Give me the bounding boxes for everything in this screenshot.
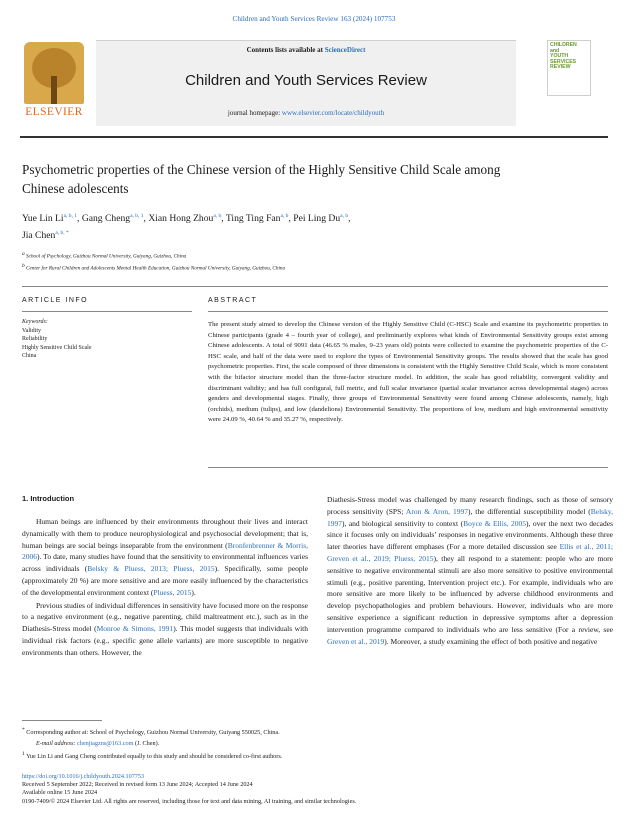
body-column-left — [22, 516, 308, 660]
affiliation-text: School of Psychology, Guizhou Normal University, Guiyang, Guizhou, China — [26, 253, 187, 260]
footnote-mark: 1 — [22, 751, 25, 758]
body-text: Human beings are influenced by their environments throughout their lives and interact dynamically with them to produce neurophysiological and psychosocial development; that is, human beings are social beings inseparable from the environment ( — [22, 517, 308, 550]
citation-link[interactable]: Boyce & Ellis, 2005 — [463, 518, 527, 528]
body-text: ), and biological sensitivity to context ( — [342, 518, 464, 528]
affiliations — [22, 250, 542, 273]
body-paragraph — [22, 516, 308, 599]
journal-masthead — [20, 40, 608, 126]
author-affiliation-mark[interactable]: a, b, 1 — [63, 213, 78, 219]
author-name[interactable]: Gang Cheng — [81, 213, 131, 225]
journal-homepage — [96, 109, 516, 117]
body-text: ). To date, many studies have found that the sensitivity to environmental influences varies across individuals ( — [22, 552, 308, 574]
affiliation-item — [22, 262, 542, 274]
body-text: ), they all respond to a statement: people who are more sensitive to negative environmental stimuli are also more sensitive to positive environmental stimuli (e.g., positive parenting, Intervention project etc.). For example, individuals who are more sensitive are more likely to be influenced by adverse childhood environments and develop psychopathologies and problem behaviours. However, individuals who are more sensitive experience a significant reduction in depressive symptoms after a depression intervention programme compared to individuals who are less sensitive (For a review, see — [327, 553, 613, 634]
journal-title: Children and Youth Services Review — [185, 72, 427, 89]
cover-line: YOUTH — [550, 53, 569, 59]
footnotes — [22, 725, 608, 763]
author-name[interactable]: Xian Hong Zhou — [148, 213, 214, 225]
available-online: Available online 15 June 2024 — [22, 789, 98, 797]
email-link[interactable]: chenjiagzns@163.com — [77, 739, 134, 747]
author-affiliation-mark[interactable]: a, b — [280, 213, 289, 219]
abstract-bottom-divider — [208, 467, 608, 468]
body-text: ). This model suggests that individuals with individual risk factors (e.g., specific gene allele variants) are more susceptible to negative environments than others. However, the — [22, 624, 308, 657]
email-note — [22, 739, 608, 750]
body-column-right — [327, 494, 613, 648]
elsevier-logo[interactable] — [20, 40, 88, 126]
citation-link[interactable]: Ellis et al., 2011; Greven et al., 2019; Pluess, 2015 — [327, 542, 613, 563]
cover-line: REVIEW — [550, 64, 571, 70]
body-text: Diathesis-Stress model was challenged by many research findings, such as those of sensory process sensitivity (SPS; — [327, 495, 613, 516]
author-affiliation-mark[interactable]: a, b, 1 — [130, 213, 144, 219]
keyword-item: Validity — [22, 327, 41, 334]
email-label: E-mail address: — [36, 739, 78, 747]
abstract-divider — [208, 311, 608, 312]
section-heading-introduction: 1. Introduction — [22, 494, 75, 503]
footnote-divider — [22, 720, 102, 721]
article-title: Psychometric properties of the Chinese version of the Highly Sensitive Child Scale among Chinese adolescents — [22, 162, 501, 196]
keywords-block — [22, 318, 192, 361]
abstract-label: ABSTRACT — [208, 297, 258, 304]
affiliation-item — [22, 250, 542, 262]
author-affiliation-mark[interactable]: a, b — [213, 213, 222, 219]
keyword-item: Highly Sensitive Child Scale — [22, 344, 92, 351]
citation-link[interactable]: Greven et al., 2019 — [327, 636, 385, 646]
contents-prefix: Contents lists available at — [246, 46, 325, 54]
citation-link[interactable]: Monroe & Simons, 1991 — [96, 624, 174, 634]
homepage-link[interactable]: www.elsevier.com/locate/childyouth — [281, 109, 385, 117]
homepage-prefix: journal homepage: — [227, 109, 282, 117]
sciencedirect-link[interactable]: ScienceDirect — [324, 46, 366, 54]
citation-link[interactable]: Aron & Aron, 1997 — [405, 506, 468, 516]
article-info-divider — [22, 311, 192, 312]
cover-line: and — [550, 47, 560, 54]
equal-contribution-note — [22, 749, 608, 763]
body-paragraph — [22, 600, 308, 659]
journal-cover-thumbnail[interactable] — [547, 40, 591, 96]
footnote-text: Yue Lin Li and Gang Cheng contributed equally to this study and should be considered co-first authors. — [26, 753, 283, 761]
elsevier-wordmark: ELSEVIER — [25, 106, 83, 118]
keywords-label: Keywords: — [22, 319, 48, 325]
citation-link[interactable]: Belsky & Pluess, 2013; Pluess, 2015 — [87, 564, 215, 574]
doi-link[interactable]: https://doi.org/10.1016/j.childyouth.2024.107753 — [22, 773, 145, 780]
journal-reference[interactable]: Children and Youth Services Review 163 (2024) 107753 — [232, 15, 396, 23]
keyword-item: Reliability — [22, 336, 48, 342]
corresponding-author-note — [22, 725, 608, 739]
copyright-notice: 0190-7409/© 2024 Elsevier Ltd. All rights are reserved, including those for text and data mining, AI training, and similar technologies. — [22, 797, 357, 805]
elsevier-tree-icon — [24, 42, 84, 104]
author-affiliation-mark[interactable]: a, b — [340, 213, 349, 219]
article-footer — [22, 773, 608, 806]
footnote-mark: * — [22, 727, 25, 733]
author-name[interactable]: Pei Ling Du — [293, 213, 341, 225]
citation-link[interactable]: Belsky, 1997 — [327, 506, 613, 528]
author-name[interactable]: Yue Lin Li — [22, 213, 64, 225]
citation-link[interactable]: Pluess, 2015 — [153, 587, 192, 597]
body-text: ). Specifically, some people (approximately 20 %) are more sensitive and are more easily influenced by the characteristics of the developmental environment context ( — [22, 564, 309, 597]
info-top-divider — [22, 286, 608, 287]
article-info-label: ARTICLE INFO — [22, 297, 89, 304]
body-text: ), the differential susceptibility model ( — [467, 506, 591, 516]
affiliation-text: Center for Rural Children and Adolescents Mental Health Education, Guizhou Normal University, Guiyang, Guizhou, China — [26, 265, 286, 272]
body-text: ). Moreover, a study examining the effect of both positive and negative — [384, 636, 598, 646]
affiliation-mark: a — [22, 251, 25, 257]
body-text: ), over the next two decades since it focuses only on individuals’ responses in negative environments. Although these three later theories have different emphases (For a more detailed discussion see — [327, 518, 614, 552]
header-divider — [20, 136, 608, 138]
contents-line — [96, 46, 516, 54]
author-list: Yue Lin Li$^{a, b, 1}$, Gang Cheng$^{a, b, 1}$, Xian Hong Zhou$^{a, b}$, Ting Ting Fan$^{a, b}$, Pei Ling Du$^{a, b}$, Jia Chen$^{a, b, *}$ — [22, 213, 351, 242]
masthead-banner — [96, 40, 516, 126]
body-paragraph — [327, 494, 613, 647]
author-name[interactable]: Ting Ting Fan — [225, 213, 281, 225]
citation-link[interactable]: Bronfenbrenner & Morris, 2006 — [22, 540, 308, 562]
abstract-text: The present study aimed to develop the Chinese version of the Highly Sensitive Child (C-HSC) Scale and examine its psychometric properties in Chinese participants (grade 4 – fourth year of college), and preliminarily explores what kinds of Environmental Sensitivity groups exist among Chinese adolescents. A total of 9091 data (46.65 % males, 9–23 years old) points were collected to examine the psychometric properties of the C-HSC scale, and half of the data were used to explore the types of Environmental Sensitivity groups. The results showed that the scale has good psychometric properties. First, the scale composed of three dimensions is consistent with the Highly Sensitive Child Scale, which is more consistent with the bifactor structure model than the three-factor structure model. In addition, the scale has good reliability, convergent validity and discriminant validity; and has full configural, full metric, and full scalar invariance (partial scalar invariance across developmental stages) across genders and developmental stages. Finally, three groups of Environmental Sensitivity were found among Chinese adolescents, namely, high (orchids), medium (tulips), and low (dandelions) Environmental Sensitivity. The proportions of low, medium and high environmental sensitivity were 24.09 %, 40.64 % and 35.27 %, respectively. — [208, 321, 608, 424]
affiliation-mark: b — [22, 262, 25, 269]
cover-line: SERVICES — [550, 58, 577, 65]
email-suffix: (J. Chen). — [133, 739, 160, 747]
cover-line: CHILDREN — [550, 42, 577, 48]
keyword-item: China — [22, 353, 37, 359]
received-dates: Received 5 September 2022; Received in revised form 13 June 2024; Accepted 14 June 2024 — [22, 781, 253, 789]
author-affiliation-mark[interactable]: a, b, * — [55, 230, 69, 237]
footnote-text: Corresponding author at: School of Psychology, Guizhou Normal University, Guiyang 550025, China. — [26, 729, 280, 737]
author-name[interactable]: Jia Chen — [22, 230, 56, 242]
body-text: Previous studies of individual differences in sensitivity have focused more on the response to a negative environment (e.g., negative parenting, child maltreatment etc.), such as in the Diathesis-Stress model ( — [22, 600, 308, 634]
body-text: ). — [191, 587, 196, 597]
